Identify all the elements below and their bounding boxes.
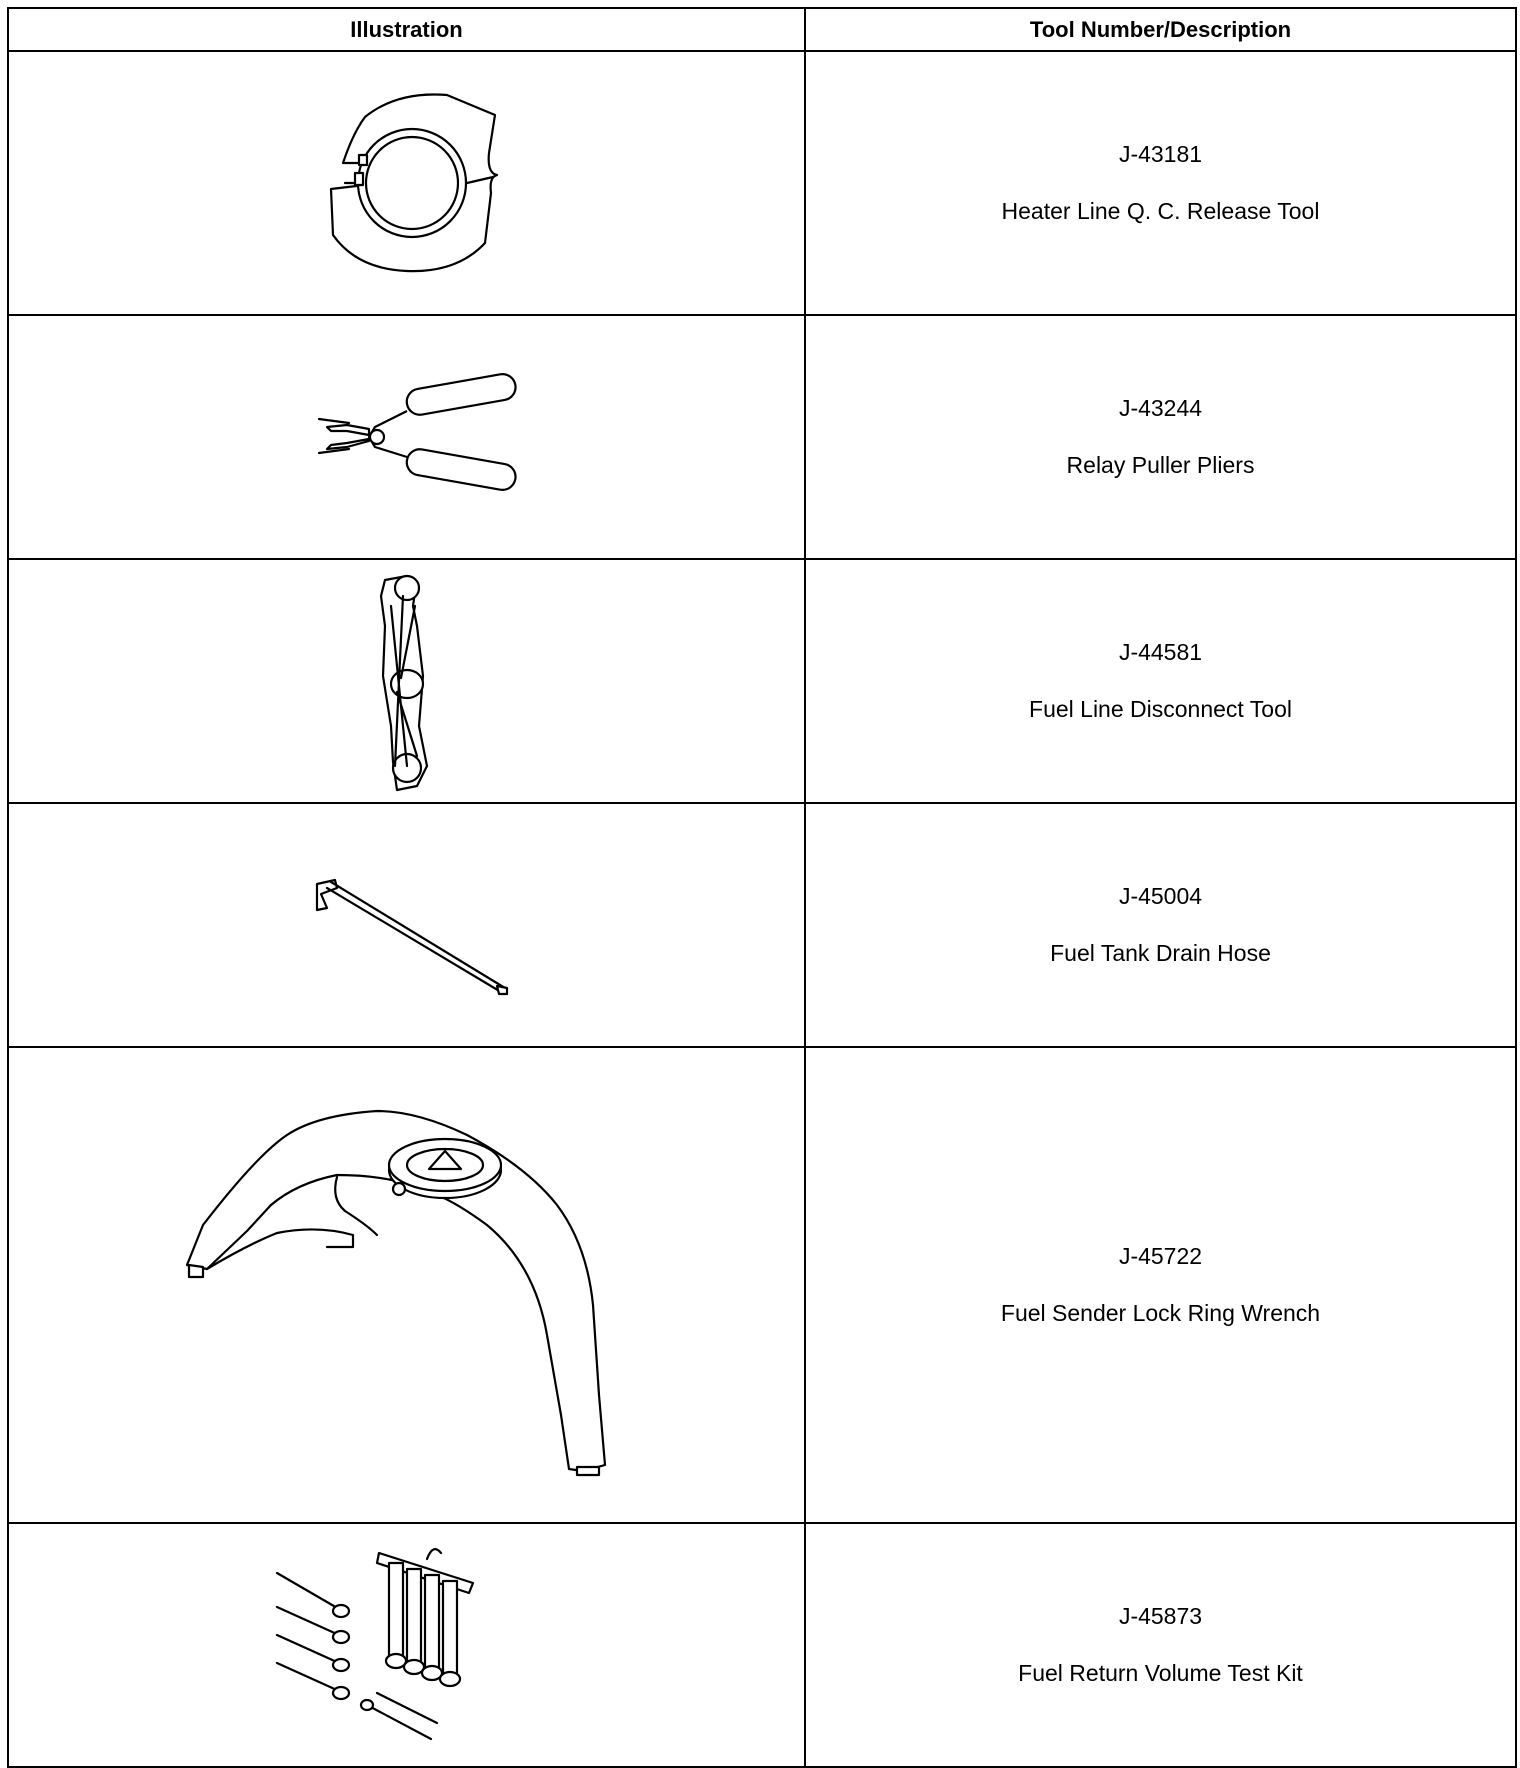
header-row [8, 8, 1516, 51]
disconnect-tool-icon [257, 566, 557, 796]
tool-cell [805, 803, 1516, 1047]
illustration-cell [8, 559, 805, 803]
tool-number: J-45004 [1118, 883, 1203, 909]
tool-number: J-43181 [1118, 141, 1203, 167]
illustration-cell [8, 1523, 805, 1767]
tool-cell [805, 559, 1516, 803]
tool-description: Fuel Return Volume Test Kit [1018, 1660, 1303, 1686]
tool-description: Fuel Tank Drain Hose [1050, 940, 1271, 966]
tool-number: J-45873 [1118, 1603, 1203, 1629]
table-row [8, 315, 1516, 559]
tool-cell [805, 51, 1516, 315]
tool-cell [805, 1523, 1516, 1767]
illustration-cell [8, 1047, 805, 1523]
drain-hose-icon [257, 850, 557, 1000]
table-row [8, 1523, 1516, 1767]
table-row [8, 559, 1516, 803]
illustration-cell [8, 51, 805, 315]
header-illustration: Illustration [8, 8, 805, 51]
tool-cell [805, 315, 1516, 559]
tool-description: Relay Puller Pliers [1066, 452, 1255, 478]
tool-number: J-45722 [1118, 1243, 1203, 1269]
tool-number: J-43244 [1118, 395, 1203, 421]
tool-number: J-44581 [1118, 639, 1203, 665]
table-row [8, 1047, 1516, 1523]
illustration-cell [8, 803, 805, 1047]
tool-description: Heater Line Q. C. Release Tool [1001, 198, 1320, 224]
tool-description: Fuel Line Disconnect Tool [1029, 696, 1292, 722]
special-tools-table [7, 7, 1517, 1768]
test-kit-icon [247, 1535, 567, 1755]
illustration-cell [8, 315, 805, 559]
table-row [8, 803, 1516, 1047]
tool-cell [805, 1047, 1516, 1523]
release-tool-icon [257, 73, 557, 293]
lock-ring-wrench-icon [167, 1075, 647, 1495]
pliers-icon [257, 367, 557, 507]
header-tool-description: Tool Number/Description [805, 8, 1516, 51]
table-row [8, 51, 1516, 315]
tool-description: Fuel Sender Lock Ring Wrench [1000, 1300, 1321, 1326]
